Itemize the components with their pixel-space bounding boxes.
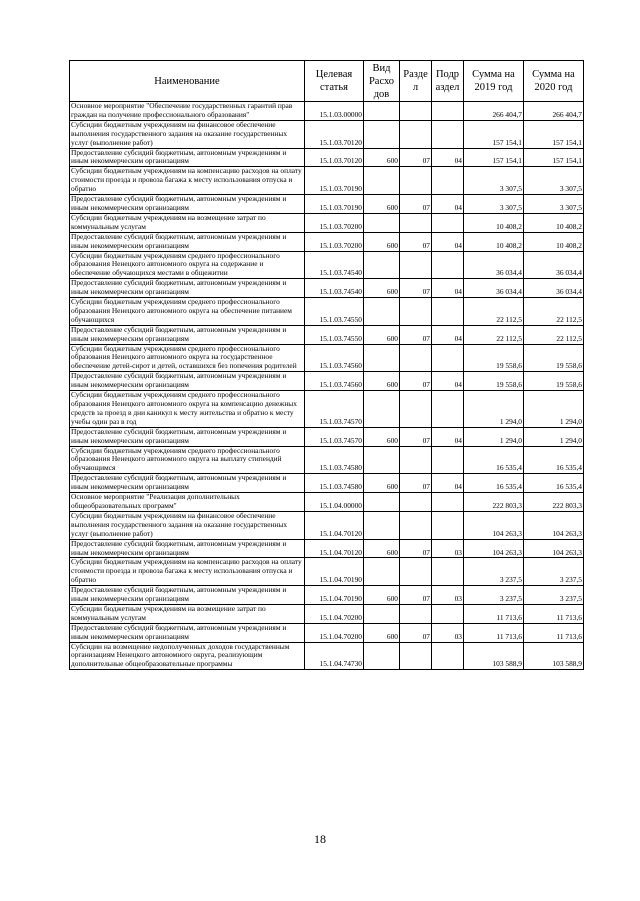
row-sum-2020-cell: 1 294,0 [524, 427, 584, 446]
row-sum-2020-cell: 222 803,3 [524, 493, 584, 512]
table-row [70, 539, 584, 558]
row-name-cell: Предоставление субсидий бюджетным, автономным учреждениям и иным некоммерческим организациям [70, 623, 305, 642]
row-sum-2020-cell: 3 307,5 [524, 195, 584, 214]
row-sum-2019-cell: 11 713,6 [464, 604, 524, 623]
row-subsection-cell: 04 [432, 195, 464, 214]
row-section-cell [400, 167, 432, 195]
row-sum-2020-cell: 36 034,4 [524, 279, 584, 298]
header-target-code: Целевая статья [305, 61, 364, 102]
row-name-cell: Субсидии бюджетным учреждениям на финансовое обеспечение выполнения государственного задания на оказание государственных услуг (выполнение работ) [70, 511, 305, 539]
row-subsection-cell [432, 102, 464, 121]
row-sum-2019-cell: 10 408,2 [464, 213, 524, 232]
row-name-cell: Предоставление субсидий бюджетным, автономным учреждениям и иным некоммерческим организациям [70, 539, 305, 558]
row-target-code-cell: 15.1.04.70190 [305, 558, 364, 586]
row-sum-2019-cell: 19 558,6 [464, 372, 524, 391]
row-section-cell: 07 [400, 232, 432, 251]
row-name-cell: Субсидии бюджетным учреждениям на возмещение затрат по коммунальным услугам [70, 604, 305, 623]
budget-table [69, 60, 584, 670]
row-sum-2020-cell: 22 112,5 [524, 298, 584, 326]
table-row [70, 391, 584, 428]
row-subsection-cell [432, 120, 464, 148]
table-row [70, 642, 584, 670]
row-expense-type-cell [364, 120, 400, 148]
table-row [70, 427, 584, 446]
row-target-code-cell: 15.1.04.70190 [305, 586, 364, 605]
row-sum-2019-cell: 10 408,2 [464, 232, 524, 251]
row-subsection-cell [432, 642, 464, 670]
row-sum-2019-cell: 222 803,3 [464, 493, 524, 512]
header-section: Разде л [400, 61, 432, 102]
row-subsection-cell: 04 [432, 474, 464, 493]
row-expense-type-cell: 600 [364, 427, 400, 446]
row-section-cell: 07 [400, 539, 432, 558]
table-header-row [70, 61, 584, 102]
table-row [70, 325, 584, 344]
row-expense-type-cell: 600 [364, 325, 400, 344]
row-subsection-cell: 04 [432, 427, 464, 446]
row-name-cell: Субсидии бюджетным учреждениям среднего профессионального образования Ненецкого автономного округа на содержание и обеспечение обучающихся местами в общежитии [70, 251, 305, 279]
row-target-code-cell: 15.1.03.70120 [305, 148, 364, 167]
row-target-code-cell: 15.1.03.74570 [305, 391, 364, 428]
row-section-cell: 07 [400, 195, 432, 214]
row-target-code-cell: 15.1.04.70200 [305, 604, 364, 623]
table-row [70, 474, 584, 493]
row-expense-type-cell [364, 102, 400, 121]
row-sum-2020-cell: 10 408,2 [524, 213, 584, 232]
row-name-cell: Предоставление субсидий бюджетным, автономным учреждениям и иным некоммерческим организациям [70, 372, 305, 391]
row-expense-type-cell: 600 [364, 195, 400, 214]
row-subsection-cell: 04 [432, 232, 464, 251]
row-target-code-cell: 15.1.03.74580 [305, 446, 364, 474]
table-row [70, 586, 584, 605]
row-name-cell: Субсидии на возмещение недополученных доходов государственным организациям Ненецкого автономного округа, реализующим дополнительные общеобразовательные программы [70, 642, 305, 670]
row-sum-2019-cell: 22 112,5 [464, 325, 524, 344]
row-expense-type-cell [364, 213, 400, 232]
row-sum-2019-cell: 11 713,6 [464, 623, 524, 642]
row-name-cell: Субсидии бюджетным учреждениям на компенсацию расходов на оплату стоимости проезда и провоза багажа к месту использования отпуска и обратно [70, 558, 305, 586]
row-target-code-cell: 15.1.03.74560 [305, 372, 364, 391]
table-row [70, 558, 584, 586]
row-target-code-cell: 15.1.03.74550 [305, 298, 364, 326]
row-expense-type-cell: 600 [364, 474, 400, 493]
row-section-cell [400, 493, 432, 512]
row-sum-2020-cell: 11 713,6 [524, 604, 584, 623]
row-sum-2020-cell: 22 112,5 [524, 325, 584, 344]
row-sum-2019-cell: 103 588,9 [464, 642, 524, 670]
row-expense-type-cell [364, 344, 400, 372]
row-section-cell: 07 [400, 623, 432, 642]
row-target-code-cell: 15.1.03.00000 [305, 102, 364, 121]
header-subsection: Подр аздел [432, 61, 464, 102]
row-subsection-cell [432, 604, 464, 623]
row-subsection-cell: 03 [432, 586, 464, 605]
row-section-cell: 07 [400, 586, 432, 605]
row-expense-type-cell: 600 [364, 279, 400, 298]
row-target-code-cell: 15.1.03.70190 [305, 167, 364, 195]
row-subsection-cell [432, 167, 464, 195]
row-target-code-cell: 15.1.04.00000 [305, 493, 364, 512]
row-target-code-cell: 15.1.03.74550 [305, 325, 364, 344]
row-sum-2020-cell: 19 558,6 [524, 372, 584, 391]
row-expense-type-cell [364, 298, 400, 326]
row-name-cell: Субсидии бюджетным учреждениям на финансовое обеспечение выполнения государственного задания на оказание государственных услуг (выполнение работ) [70, 120, 305, 148]
row-sum-2020-cell: 3 237,5 [524, 586, 584, 605]
row-subsection-cell [432, 344, 464, 372]
row-section-cell [400, 446, 432, 474]
row-subsection-cell: 03 [432, 539, 464, 558]
page-number: 18 [314, 832, 326, 846]
table-body [70, 102, 584, 670]
row-target-code-cell: 15.1.03.74580 [305, 474, 364, 493]
row-sum-2020-cell: 16 535,4 [524, 474, 584, 493]
row-section-cell [400, 120, 432, 148]
row-name-cell: Предоставление субсидий бюджетным, автономным учреждениям и иным некоммерческим организациям [70, 427, 305, 446]
table-row [70, 298, 584, 326]
row-expense-type-cell [364, 446, 400, 474]
header-sum-2019: Сумма на 2019 год [464, 61, 524, 102]
table-row [70, 213, 584, 232]
row-target-code-cell: 15.1.03.70120 [305, 120, 364, 148]
row-expense-type-cell [364, 642, 400, 670]
row-sum-2020-cell: 11 713,6 [524, 623, 584, 642]
row-sum-2019-cell: 36 034,4 [464, 279, 524, 298]
row-section-cell [400, 511, 432, 539]
row-expense-type-cell: 600 [364, 232, 400, 251]
row-sum-2020-cell: 36 034,4 [524, 251, 584, 279]
row-expense-type-cell: 600 [364, 539, 400, 558]
row-subsection-cell: 04 [432, 148, 464, 167]
row-sum-2020-cell: 16 535,4 [524, 446, 584, 474]
row-subsection-cell: 04 [432, 279, 464, 298]
row-sum-2019-cell: 266 404,7 [464, 102, 524, 121]
row-target-code-cell: 15.1.03.70190 [305, 195, 364, 214]
row-name-cell: Основное мероприятие "Реализация дополнительных общеобразовательных программ" [70, 493, 305, 512]
row-target-code-cell: 15.1.04.74730 [305, 642, 364, 670]
row-sum-2020-cell: 104 263,3 [524, 511, 584, 539]
row-name-cell: Субсидии бюджетным учреждениям на компенсацию расходов на оплату стоимости проезда и провоза багажа к месту использования отпуска и обратно [70, 167, 305, 195]
row-section-cell: 07 [400, 148, 432, 167]
row-sum-2020-cell: 3 307,5 [524, 167, 584, 195]
row-expense-type-cell [364, 558, 400, 586]
row-subsection-cell: 03 [432, 623, 464, 642]
row-target-code-cell: 15.1.03.74560 [305, 344, 364, 372]
table-row [70, 148, 584, 167]
row-section-cell [400, 558, 432, 586]
row-section-cell [400, 391, 432, 428]
row-subsection-cell [432, 511, 464, 539]
row-sum-2019-cell: 22 112,5 [464, 298, 524, 326]
row-section-cell: 07 [400, 325, 432, 344]
row-expense-type-cell [364, 167, 400, 195]
table-row [70, 623, 584, 642]
row-section-cell [400, 213, 432, 232]
row-target-code-cell: 15.1.04.70200 [305, 623, 364, 642]
row-target-code-cell: 15.1.03.74540 [305, 279, 364, 298]
table-row [70, 167, 584, 195]
row-name-cell: Субсидии бюджетным учреждениям среднего профессионального образования Ненецкого автономного округа на государственное обеспечение детей-сирот и детей, оставшихся без попечения родителей [70, 344, 305, 372]
row-section-cell [400, 251, 432, 279]
budget-table-sheet [69, 60, 583, 670]
row-name-cell: Субсидии бюджетным учреждениям среднего профессионального образования Ненецкого автономного округа на выплату стипендий обучающимся [70, 446, 305, 474]
row-sum-2020-cell: 103 588,9 [524, 642, 584, 670]
row-name-cell: Субсидии бюджетным учреждениям среднего профессионального образования Ненецкого автономного округа на обеспечение питанием обучающихся [70, 298, 305, 326]
row-sum-2019-cell: 16 535,4 [464, 474, 524, 493]
row-target-code-cell: 15.1.03.74540 [305, 251, 364, 279]
table-row [70, 493, 584, 512]
table-row [70, 120, 584, 148]
table-row [70, 279, 584, 298]
row-expense-type-cell [364, 251, 400, 279]
row-sum-2020-cell: 157 154,1 [524, 148, 584, 167]
table-row [70, 372, 584, 391]
row-section-cell [400, 642, 432, 670]
row-name-cell: Предоставление субсидий бюджетным, автономным учреждениям и иным некоммерческим организациям [70, 279, 305, 298]
table-row [70, 232, 584, 251]
row-expense-type-cell [364, 511, 400, 539]
table-row [70, 344, 584, 372]
row-sum-2019-cell: 36 034,4 [464, 251, 524, 279]
row-sum-2019-cell: 1 294,0 [464, 391, 524, 428]
row-sum-2019-cell: 3 307,5 [464, 195, 524, 214]
row-name-cell: Предоставление субсидий бюджетным, автономным учреждениям и иным некоммерческим организациям [70, 586, 305, 605]
row-sum-2019-cell: 157 154,1 [464, 120, 524, 148]
header-expense-type: Вид Расхо дов [364, 61, 400, 102]
row-name-cell: Предоставление субсидий бюджетным, автономным учреждениям и иным некоммерческим организациям [70, 474, 305, 493]
table-row [70, 102, 584, 121]
table-row [70, 604, 584, 623]
row-sum-2019-cell: 19 558,6 [464, 344, 524, 372]
table-row [70, 446, 584, 474]
row-target-code-cell: 15.1.04.70120 [305, 539, 364, 558]
row-target-code-cell: 15.1.03.74570 [305, 427, 364, 446]
row-section-cell [400, 298, 432, 326]
row-expense-type-cell [364, 604, 400, 623]
row-subsection-cell [432, 558, 464, 586]
row-section-cell [400, 344, 432, 372]
row-expense-type-cell: 600 [364, 372, 400, 391]
row-sum-2019-cell: 16 535,4 [464, 446, 524, 474]
header-sum-2020: Сумма на 2020 год [524, 61, 584, 102]
row-section-cell: 07 [400, 279, 432, 298]
row-section-cell: 07 [400, 372, 432, 391]
row-sum-2019-cell: 157 154,1 [464, 148, 524, 167]
row-name-cell: Субсидии бюджетным учреждениям на возмещение затрат по коммунальным услугам [70, 213, 305, 232]
row-expense-type-cell [364, 391, 400, 428]
row-sum-2020-cell: 157 154,1 [524, 120, 584, 148]
row-expense-type-cell: 600 [364, 148, 400, 167]
row-section-cell: 07 [400, 474, 432, 493]
row-sum-2020-cell: 104 263,3 [524, 539, 584, 558]
row-sum-2020-cell: 3 237,5 [524, 558, 584, 586]
row-sum-2019-cell: 104 263,3 [464, 511, 524, 539]
row-section-cell [400, 102, 432, 121]
table-row [70, 511, 584, 539]
row-expense-type-cell: 600 [364, 623, 400, 642]
row-expense-type-cell [364, 493, 400, 512]
row-target-code-cell: 15.1.03.70200 [305, 213, 364, 232]
row-target-code-cell: 15.1.04.70120 [305, 511, 364, 539]
row-subsection-cell [432, 391, 464, 428]
row-name-cell: Субсидии бюджетным учреждениям среднего профессионального образования Ненецкого автономного округа на компенсацию денежных средств за проезд в дни каникул к месту жительства и обратно к месту учебы один раз в год [70, 391, 305, 428]
row-name-cell: Основное мероприятие "Обеспечение государственных гарантий прав граждан на получение профессионального образования" [70, 102, 305, 121]
row-subsection-cell [432, 298, 464, 326]
row-sum-2019-cell: 104 263,3 [464, 539, 524, 558]
row-expense-type-cell: 600 [364, 586, 400, 605]
row-name-cell: Предоставление субсидий бюджетным, автономным учреждениям и иным некоммерческим организациям [70, 325, 305, 344]
table-row [70, 195, 584, 214]
row-name-cell: Предоставление субсидий бюджетным, автономным учреждениям и иным некоммерческим организациям [70, 148, 305, 167]
row-name-cell: Предоставление субсидий бюджетным, автономным учреждениям и иным некоммерческим организациям [70, 232, 305, 251]
row-name-cell: Предоставление субсидий бюджетным, автономным учреждениям и иным некоммерческим организациям [70, 195, 305, 214]
row-section-cell [400, 604, 432, 623]
header-name: Наименование [70, 61, 305, 102]
row-subsection-cell: 04 [432, 372, 464, 391]
row-sum-2019-cell: 3 307,5 [464, 167, 524, 195]
row-sum-2019-cell: 3 237,5 [464, 558, 524, 586]
row-sum-2020-cell: 19 558,6 [524, 344, 584, 372]
row-sum-2020-cell: 1 294,0 [524, 391, 584, 428]
row-subsection-cell [432, 446, 464, 474]
row-sum-2020-cell: 10 408,2 [524, 232, 584, 251]
row-subsection-cell: 04 [432, 325, 464, 344]
row-sum-2019-cell: 3 237,5 [464, 586, 524, 605]
row-subsection-cell [432, 213, 464, 232]
row-subsection-cell [432, 493, 464, 512]
row-sum-2020-cell: 266 404,7 [524, 102, 584, 121]
row-subsection-cell [432, 251, 464, 279]
table-row [70, 251, 584, 279]
row-section-cell: 07 [400, 427, 432, 446]
row-sum-2019-cell: 1 294,0 [464, 427, 524, 446]
row-target-code-cell: 15.1.03.70200 [305, 232, 364, 251]
